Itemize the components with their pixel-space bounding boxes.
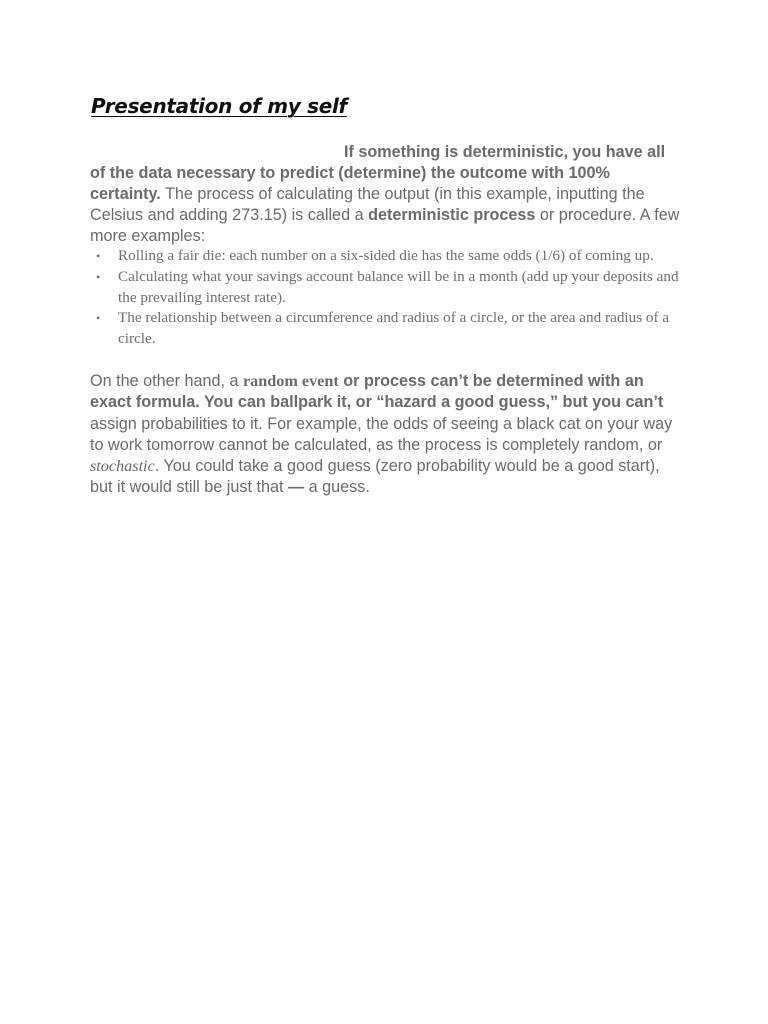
page-title [91, 94, 347, 118]
deterministic-definition: If something is deterministic, you have all of the data necessary to predict (determine) the outcome with 100% certainty. [90, 143, 666, 203]
list-item [90, 246, 690, 267]
list-item-text: The relationship between a circumference and radius of a circle, or the area and radius of a circle. [118, 309, 670, 348]
paragraph-text: assign probabilities to it. For example, the odds of seeing a black cat on your way to work tomorrow cannot be calculated, as the process is completely random, or [90, 414, 673, 454]
paragraph-text: a guess. [304, 478, 370, 497]
random-definition: or process can’t be determined with an exact formula. You can ballpark it, or “hazard a good guess,” but you can’t [90, 372, 664, 412]
random-event-term: random event [243, 372, 339, 390]
page-title-text: Presentation of my self [91, 94, 347, 118]
paragraph-text: or procedure. A few more examples: [90, 206, 680, 245]
paragraph-text: On the other hand, a [90, 372, 243, 390]
deterministic-process-term: deterministic process [368, 206, 536, 224]
examples-list [90, 246, 690, 350]
list-item-text: Rolling a fair die: each number on a six-sided die has the same odds (1/6) of coming up. [118, 247, 654, 264]
list-item [90, 308, 690, 350]
stochastic-term: stochastic [90, 457, 155, 476]
list-item-text: Calculating what your savings account balance will be in a month (add up your deposits and the prevailing interest rate). [118, 267, 679, 306]
em-dash: — [287, 478, 305, 497]
paragraph-text: . You could take a good guess (zero probability would be a good start), but it would still be just that [90, 457, 660, 497]
paragraph-deterministic [90, 142, 680, 247]
paragraph-text: The process of calculating the output (in this example, inputting the Celsius and adding 273.15) is called a [90, 185, 645, 224]
bullet-icon: • [96, 269, 101, 284]
bullet-icon: • [96, 311, 101, 326]
bullet-icon: • [96, 249, 101, 263]
paragraph-random [90, 371, 680, 499]
list-item [90, 267, 690, 309]
